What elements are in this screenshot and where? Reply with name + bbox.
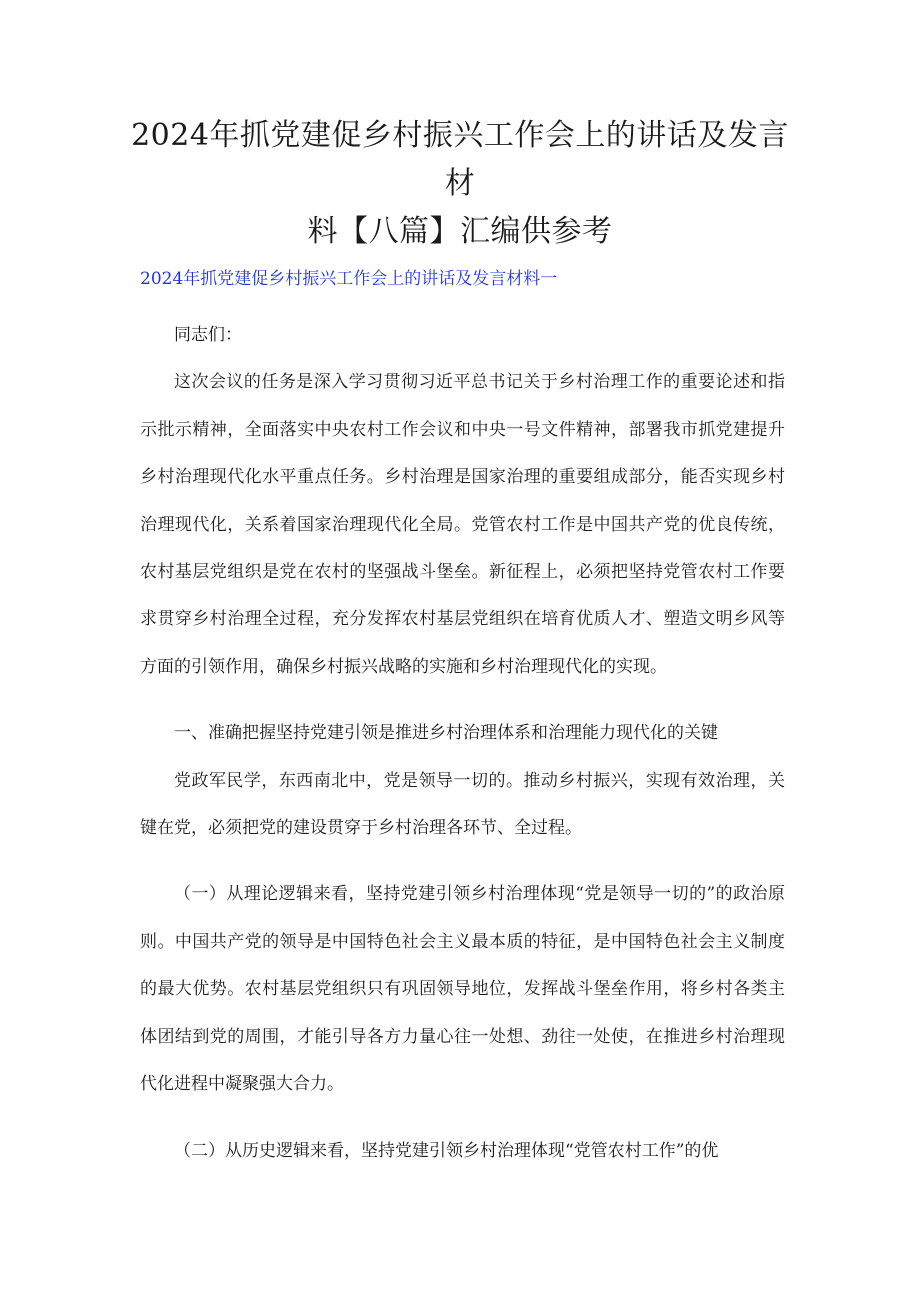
document-body xyxy=(140,312,785,1175)
document-title-line-1: 2024年抓党建促乡村振兴工作会上的讲话及发言材 xyxy=(131,118,789,201)
body-paragraph: 这次会议的任务是深入学习贯彻习近平总书记关于乡村治理工作的重要论述和指示批示精神，全面落实中央农村工作会议和中央一号文件精神，部署我市抓党建提升乡村治理现代化水平重点任务。乡村治理是国家治理的重要组成部分，能否实现乡村治理现代化，关系着国家治理现代化全局。党管农村工作是中国共产党的优良传统，农村基层党组织是党在农村的坚强战斗堡垒。新征程上，必须把坚持党管农村工作要求贯穿乡村治理全过程，充分发挥农村基层党组织在培育优质人才、塑造文明乡风等方面的引领作用，确保乡村振兴战略的实施和乡村治理现代化的实现。 xyxy=(140,372,785,677)
body-paragraph: 党政军民学，东西南北中，党是领导一切的。推动乡村振兴，实现有效治理，关键在党，必须把党的建设贯穿于乡村治理各环节、全过程。 xyxy=(140,770,785,839)
body-paragraph: （一）从理论逻辑来看，坚持党建引领乡村治理体现“党是领导一切的”的政治原则。中国共产党的领导是中国特色社会主义最本质的特征，是中国特色社会主义制度的最大优势。农村基层党组织只有巩固领导地位，发挥战斗堡垒作用，将乡村各类主体团结到党的周围，才能引导各方力量心往一处想、劲往一处使，在推进乡村治理现代化进程中凝聚强大合力。 xyxy=(140,884,785,1095)
section-title-link[interactable]: 2024年抓党建促乡村振兴工作会上的讲话及发言材料一 xyxy=(140,269,558,289)
section-heading: 一、准确把握坚持党建引领是推进乡村治理体系和治理能力现代化的关键 xyxy=(174,723,718,744)
document-title xyxy=(130,112,790,256)
body-paragraph: （二）从历史逻辑来看，坚持党建引领乡村治理体现“党管农村工作”的优 xyxy=(174,1140,719,1161)
salutation: 同志们： xyxy=(174,325,242,345)
document-title-line-2: 料【八篇】汇编供参考 xyxy=(307,214,613,249)
